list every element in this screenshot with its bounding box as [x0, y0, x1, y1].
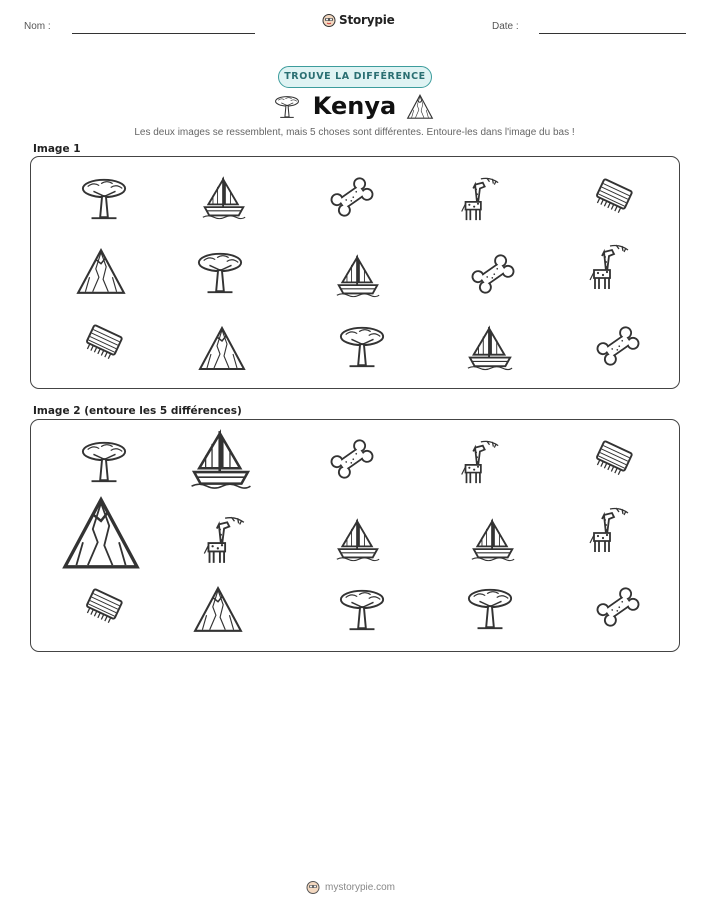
brand-logo [322, 13, 395, 27]
acacia-tree-icon[interactable] [80, 438, 128, 486]
acacia-tree-icon [196, 249, 244, 297]
date-label: Date : [492, 21, 519, 32]
acacia-tree-icon[interactable] [338, 586, 386, 634]
instruction-text: Les deux images se ressemblent, mais 5 choses sont différentes. Entoure-les dans l'image du bas ! [134, 127, 575, 138]
kanga-cloth-icon[interactable] [590, 435, 638, 483]
name-field[interactable] [72, 33, 255, 34]
sailboat-icon[interactable] [470, 516, 516, 562]
acacia-tree-icon [338, 323, 386, 371]
sailboat-icon[interactable] [189, 426, 253, 490]
giraffe-icon [582, 242, 632, 292]
bone-icon [595, 323, 641, 369]
kanga-cloth-icon[interactable] [80, 583, 128, 631]
storypie-mascot-icon [306, 880, 320, 894]
giraffe-icon[interactable] [196, 514, 248, 566]
mountain-icon[interactable] [60, 493, 142, 575]
acacia-tree-icon [80, 175, 128, 223]
image2-label[interactable]: Image 2 (entoure les 5 différences) [33, 405, 242, 417]
mountain-icon [405, 93, 435, 121]
mountain-icon [197, 324, 247, 374]
activity-badge: TROUVE LA DIFFÉRENCE [278, 66, 432, 88]
mountain-icon[interactable] [192, 584, 244, 636]
storypie-mascot-icon [322, 13, 336, 27]
sailboat-icon [466, 323, 514, 371]
giraffe-icon [454, 175, 502, 223]
bone-icon[interactable] [329, 436, 375, 482]
footer-site[interactable]: mystorypie.com [325, 881, 396, 893]
sailboat-icon[interactable] [335, 516, 381, 562]
bone-icon [470, 251, 516, 297]
brand-name: Storypie [339, 13, 395, 27]
mountain-icon [75, 246, 127, 298]
image1-label: Image 1 [33, 143, 81, 155]
date-field[interactable] [539, 33, 686, 34]
page-title: Kenya [312, 92, 397, 120]
kanga-cloth-icon [590, 173, 638, 221]
sailboat-icon [201, 174, 247, 220]
footer [306, 880, 395, 894]
sailboat-icon [335, 252, 381, 298]
kanga-cloth-icon [80, 319, 128, 367]
name-label: Nom : [24, 21, 51, 32]
bone-icon[interactable] [595, 584, 641, 630]
giraffe-icon[interactable] [582, 505, 632, 555]
bone-icon [329, 174, 375, 220]
giraffe-icon[interactable] [454, 438, 502, 486]
acacia-tree-icon[interactable] [466, 585, 514, 633]
